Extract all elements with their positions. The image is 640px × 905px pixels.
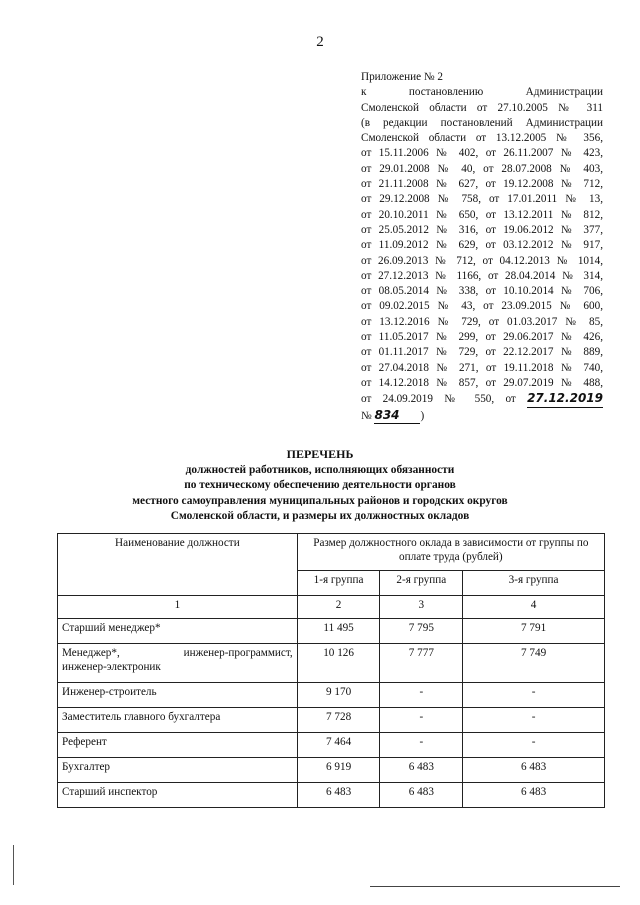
- number-sign: №: [361, 409, 372, 422]
- appendix-block: [361, 70, 603, 424]
- cell-group-2: 6 483: [380, 783, 463, 808]
- header-group-3: 3-я группа: [463, 571, 605, 596]
- title-line: должностей работников, исполняющих обязанности: [185, 463, 455, 476]
- cell-group-1: 9 170: [297, 683, 380, 708]
- closing-paren: ): [420, 409, 425, 422]
- handwritten-number: 834: [374, 408, 420, 424]
- appendix-line: от 21.11.2008 № 627, от 19.12.2008 № 712,: [361, 178, 603, 191]
- cell-group-3: -: [463, 708, 605, 733]
- cell-position: Заместитель главного бухгалтера: [58, 708, 298, 733]
- cell-group-1: 11 495: [297, 619, 380, 644]
- appendix-line: от 27.12.2013 № 1166, от 28.04.2014 № 314,: [361, 269, 603, 282]
- table-row: [58, 619, 605, 644]
- appendix-line: (в редакции постановлений Администрации: [361, 116, 603, 129]
- cell-group-2: -: [380, 683, 463, 708]
- page-number: 2: [316, 34, 324, 50]
- cell-group-3: 6 483: [463, 783, 605, 808]
- appendix-line: Смоленской области от 13.12.2005 № 356,: [361, 132, 603, 145]
- appendix-line: от 11.05.2017 № 299, от 29.06.2017 № 426,: [361, 331, 603, 344]
- cell-group-3: -: [463, 683, 605, 708]
- table-row: [58, 758, 605, 783]
- appendix-line: от 01.11.2017 № 729, от 22.12.2017 № 889,: [361, 346, 603, 359]
- header-group-1: 1-я группа: [297, 571, 380, 596]
- table-header-row: [58, 534, 605, 571]
- cell-position: [58, 644, 298, 683]
- cell-position: Старший менеджер*: [58, 619, 298, 644]
- salary-table: [57, 533, 605, 808]
- appendix-line: от 29.01.2008 № 40, от 28.07.2008 № 403,: [361, 162, 603, 175]
- table-row: [58, 733, 605, 758]
- cell-position: Референт: [58, 733, 298, 758]
- appendix-line: к постановлению Администрации: [361, 86, 603, 99]
- cell-group-1: 7 464: [297, 733, 380, 758]
- document-title: [0, 447, 640, 525]
- appendix-line: от 08.05.2014 № 338, от 10.10.2014 № 706,: [361, 285, 603, 298]
- appendix-line: от 11.09.2012 № 629, от 03.12.2012 № 917,: [361, 239, 603, 252]
- cell-group-1: 10 126: [297, 644, 380, 683]
- table-row: [58, 708, 605, 733]
- table-row: [58, 783, 605, 808]
- appendix-line: от 20.10.2011 № 650, от 13.12.2011 № 812,: [361, 208, 603, 221]
- appendix-line: от 27.04.2018 № 271, от 19.11.2018 № 740,: [361, 361, 603, 374]
- cell-group-1: 7 728: [297, 708, 380, 733]
- cell-group-3: 6 483: [463, 758, 605, 783]
- appendix-line: от 15.11.2006 № 402, от 26.11.2007 № 423,: [361, 147, 603, 160]
- title-heading: ПЕРЕЧЕНЬ: [286, 447, 354, 461]
- cell-group-2: -: [380, 708, 463, 733]
- cell-group-2: 7 795: [380, 619, 463, 644]
- cell-group-1: 6 919: [297, 758, 380, 783]
- cell-group-2: -: [380, 733, 463, 758]
- appendix-line-last: [361, 391, 603, 407]
- title-line: Смоленской области, и размеры их должностных окладов: [170, 510, 470, 523]
- appendix-line: от 25.05.2012 № 316, от 19.06.2012 № 377,: [361, 223, 603, 236]
- cell-group-2: 7 777: [380, 644, 463, 683]
- footer-rule: [370, 886, 620, 887]
- header-salary: Размер должностного оклада в зависимости от группы по оплате труда (рублей): [297, 534, 604, 571]
- appendix-number-line: [361, 408, 603, 424]
- title-line: по техническому обеспечению деятельности органов: [184, 479, 456, 492]
- colnum-2: 2: [297, 596, 380, 619]
- appendix-last-prefix: от 24.09.2019 № 550, от: [361, 393, 516, 406]
- appendix-line: от 14.12.2018 № 857, от 29.07.2019 № 488,: [361, 376, 603, 389]
- table-row: [58, 683, 605, 708]
- cell-group-2: 6 483: [380, 758, 463, 783]
- cell-position-line-1: Менеджер*, инженер-программист,: [62, 647, 293, 659]
- appendix-line: Приложение № 2: [361, 71, 443, 83]
- colnum-1: 1: [58, 596, 298, 619]
- appendix-line: от 29.12.2008 № 758, от 17.01.2011 № 13,: [361, 193, 603, 206]
- handwritten-date: 27.12.2019: [527, 391, 603, 407]
- table-colnum-row: [58, 596, 605, 619]
- cell-position: Инженер-строитель: [58, 683, 298, 708]
- cell-group-3: -: [463, 733, 605, 758]
- header-group-2: 2-я группа: [380, 571, 463, 596]
- appendix-line: Смоленской области от 27.10.2005 № 311: [361, 101, 603, 114]
- cell-group-3: 7 749: [463, 644, 605, 683]
- appendix-line: от 09.02.2015 № 43, от 23.09.2015 № 600,: [361, 300, 603, 313]
- cell-position: Бухгалтер: [58, 758, 298, 783]
- title-line: местного самоуправления муниципальных районов и городских округов: [132, 494, 508, 507]
- cell-group-1: 6 483: [297, 783, 380, 808]
- colnum-3: 3: [380, 596, 463, 619]
- cell-position-line-2: инженер-электроник: [62, 661, 161, 673]
- colnum-4: 4: [463, 596, 605, 619]
- appendix-line: от 26.09.2013 № 712, от 04.12.2013 № 1014,: [361, 254, 603, 267]
- scan-margin-mark: [13, 845, 14, 885]
- table-row: [58, 644, 605, 683]
- cell-position: Старший инспектор: [58, 783, 298, 808]
- appendix-line: от 13.12.2016 № 729, от 01.03.2017 № 85,: [361, 315, 603, 328]
- cell-group-3: 7 791: [463, 619, 605, 644]
- header-position-name: Наименование должности: [58, 534, 298, 596]
